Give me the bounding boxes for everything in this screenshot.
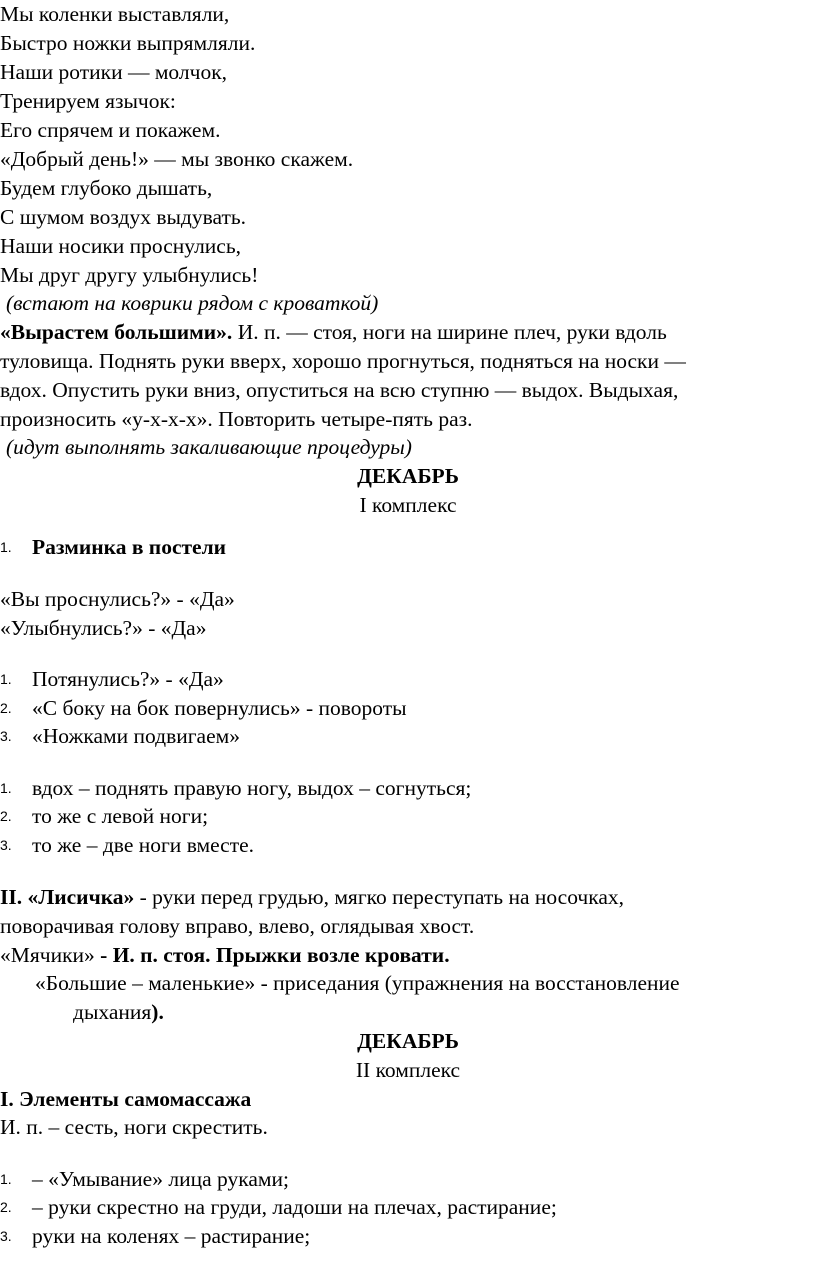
bigsmall-exercise-end: ). xyxy=(151,1000,164,1024)
fox-exercise-line: поворачивая голову вправо, влево, оглядывая хвост. xyxy=(0,914,475,938)
exercise-paragraph-line: туловища. Поднять руки вверх, хорошо прогнуться, подняться на носки — xyxy=(0,349,686,373)
bigsmall-exercise-text: дыхания xyxy=(73,1000,152,1024)
list-number: 2. xyxy=(0,700,12,716)
list-item: то же – две ноги вместе. xyxy=(32,833,255,857)
exercise-text: И. п. — стоя, ноги на ширине плеч, руки вдоль xyxy=(232,320,667,344)
list-number: 3. xyxy=(0,1228,12,1244)
poem-line: «Добрый день!» — мы звонко скажем. xyxy=(0,147,354,171)
poem-line: Его спрячем и покажем. xyxy=(0,118,221,142)
month-heading: ДЕКАБРЬ xyxy=(357,464,459,488)
list-item: – «Умывание» лица руками; xyxy=(32,1167,289,1191)
warmup-heading: Разминка в постели xyxy=(32,535,227,559)
fox-exercise-line xyxy=(0,883,624,912)
balls-exercise-text: - И. п. стоя. Прыжки возле кровати. xyxy=(94,943,450,967)
complex-subheading: I комплекс xyxy=(359,493,457,517)
poem-line: Наши носики проснулись, xyxy=(0,234,242,258)
poem-line: Мы друг другу улыбнулись! xyxy=(0,263,259,287)
starting-position: И. п. – сесть, ноги скрестить. xyxy=(0,1115,268,1139)
month-heading: ДЕКАБРЬ xyxy=(357,1029,459,1053)
list-item: вдох – поднять правую ногу, выдох – согнуться; xyxy=(32,776,472,800)
stage-direction-note: (встают на коврики рядом с кроваткой) xyxy=(6,291,379,315)
exercise-paragraph-line xyxy=(0,318,667,347)
exercise-paragraph-line: произносить «у-х-х-х». Повторить четыре-пять раз. xyxy=(0,407,473,431)
poem-line: Наши ротики — молчок, xyxy=(0,60,228,84)
self-massage-heading: I. Элементы самомассажа xyxy=(0,1087,252,1111)
exercise-paragraph-line: вдох. Опустить руки вниз, опуститься на всю ступню — выдох. Выдыхая, xyxy=(0,378,679,402)
bigsmall-exercise-line: «Большие – маленькие» - приседания (упражнения на восстановление xyxy=(35,971,680,995)
fox-exercise-title: II. «Лисичка» xyxy=(0,885,135,909)
poem-line: Быстро ножки выпрямляли. xyxy=(0,31,256,55)
dialog-line: «Вы проснулись?» - «Да» xyxy=(0,587,235,611)
poem-line: Тренируем язычок: xyxy=(0,89,176,113)
list-item: «Ножками подвигаем» xyxy=(32,724,240,748)
list-item: «С боку на бок повернулись» - повороты xyxy=(32,696,407,720)
list-number: 3. xyxy=(0,728,12,744)
list-item: Потянулись?» - «Да» xyxy=(32,667,224,691)
list-number: 2. xyxy=(0,1199,12,1215)
bigsmall-exercise-line xyxy=(73,998,164,1027)
list-number: 1. xyxy=(0,780,12,796)
list-number: 2. xyxy=(0,808,12,824)
exercise-title: «Вырастем большими». xyxy=(0,320,233,344)
list-number: 1. xyxy=(0,671,12,687)
list-item: – руки скрестно на груди, ладоши на плечах, растирание; xyxy=(32,1195,557,1219)
dialog-line: «Улыбнулись?» - «Да» xyxy=(0,616,207,640)
poem-line: Будем глубоко дышать, xyxy=(0,176,213,200)
list-item: то же с левой ноги; xyxy=(32,804,209,828)
list-number: 1. xyxy=(0,539,12,555)
list-number: 1. xyxy=(0,1171,12,1187)
list-number: 3. xyxy=(0,837,12,853)
list-item: руки на коленях – растирание; xyxy=(32,1224,311,1248)
balls-exercise-line xyxy=(0,941,450,970)
complex-subheading: II комплекс xyxy=(355,1058,461,1082)
balls-exercise-name: «Мячики» xyxy=(0,943,95,967)
fox-exercise-text: - руки перед грудью, мягко переступать на носочках, xyxy=(134,885,625,909)
poem-line: Мы коленки выставляли, xyxy=(0,2,230,26)
poem-line: С шумом воздух выдувать. xyxy=(0,205,247,229)
stage-direction-note: (идут выполнять закаливающие процедуры) xyxy=(6,435,412,459)
